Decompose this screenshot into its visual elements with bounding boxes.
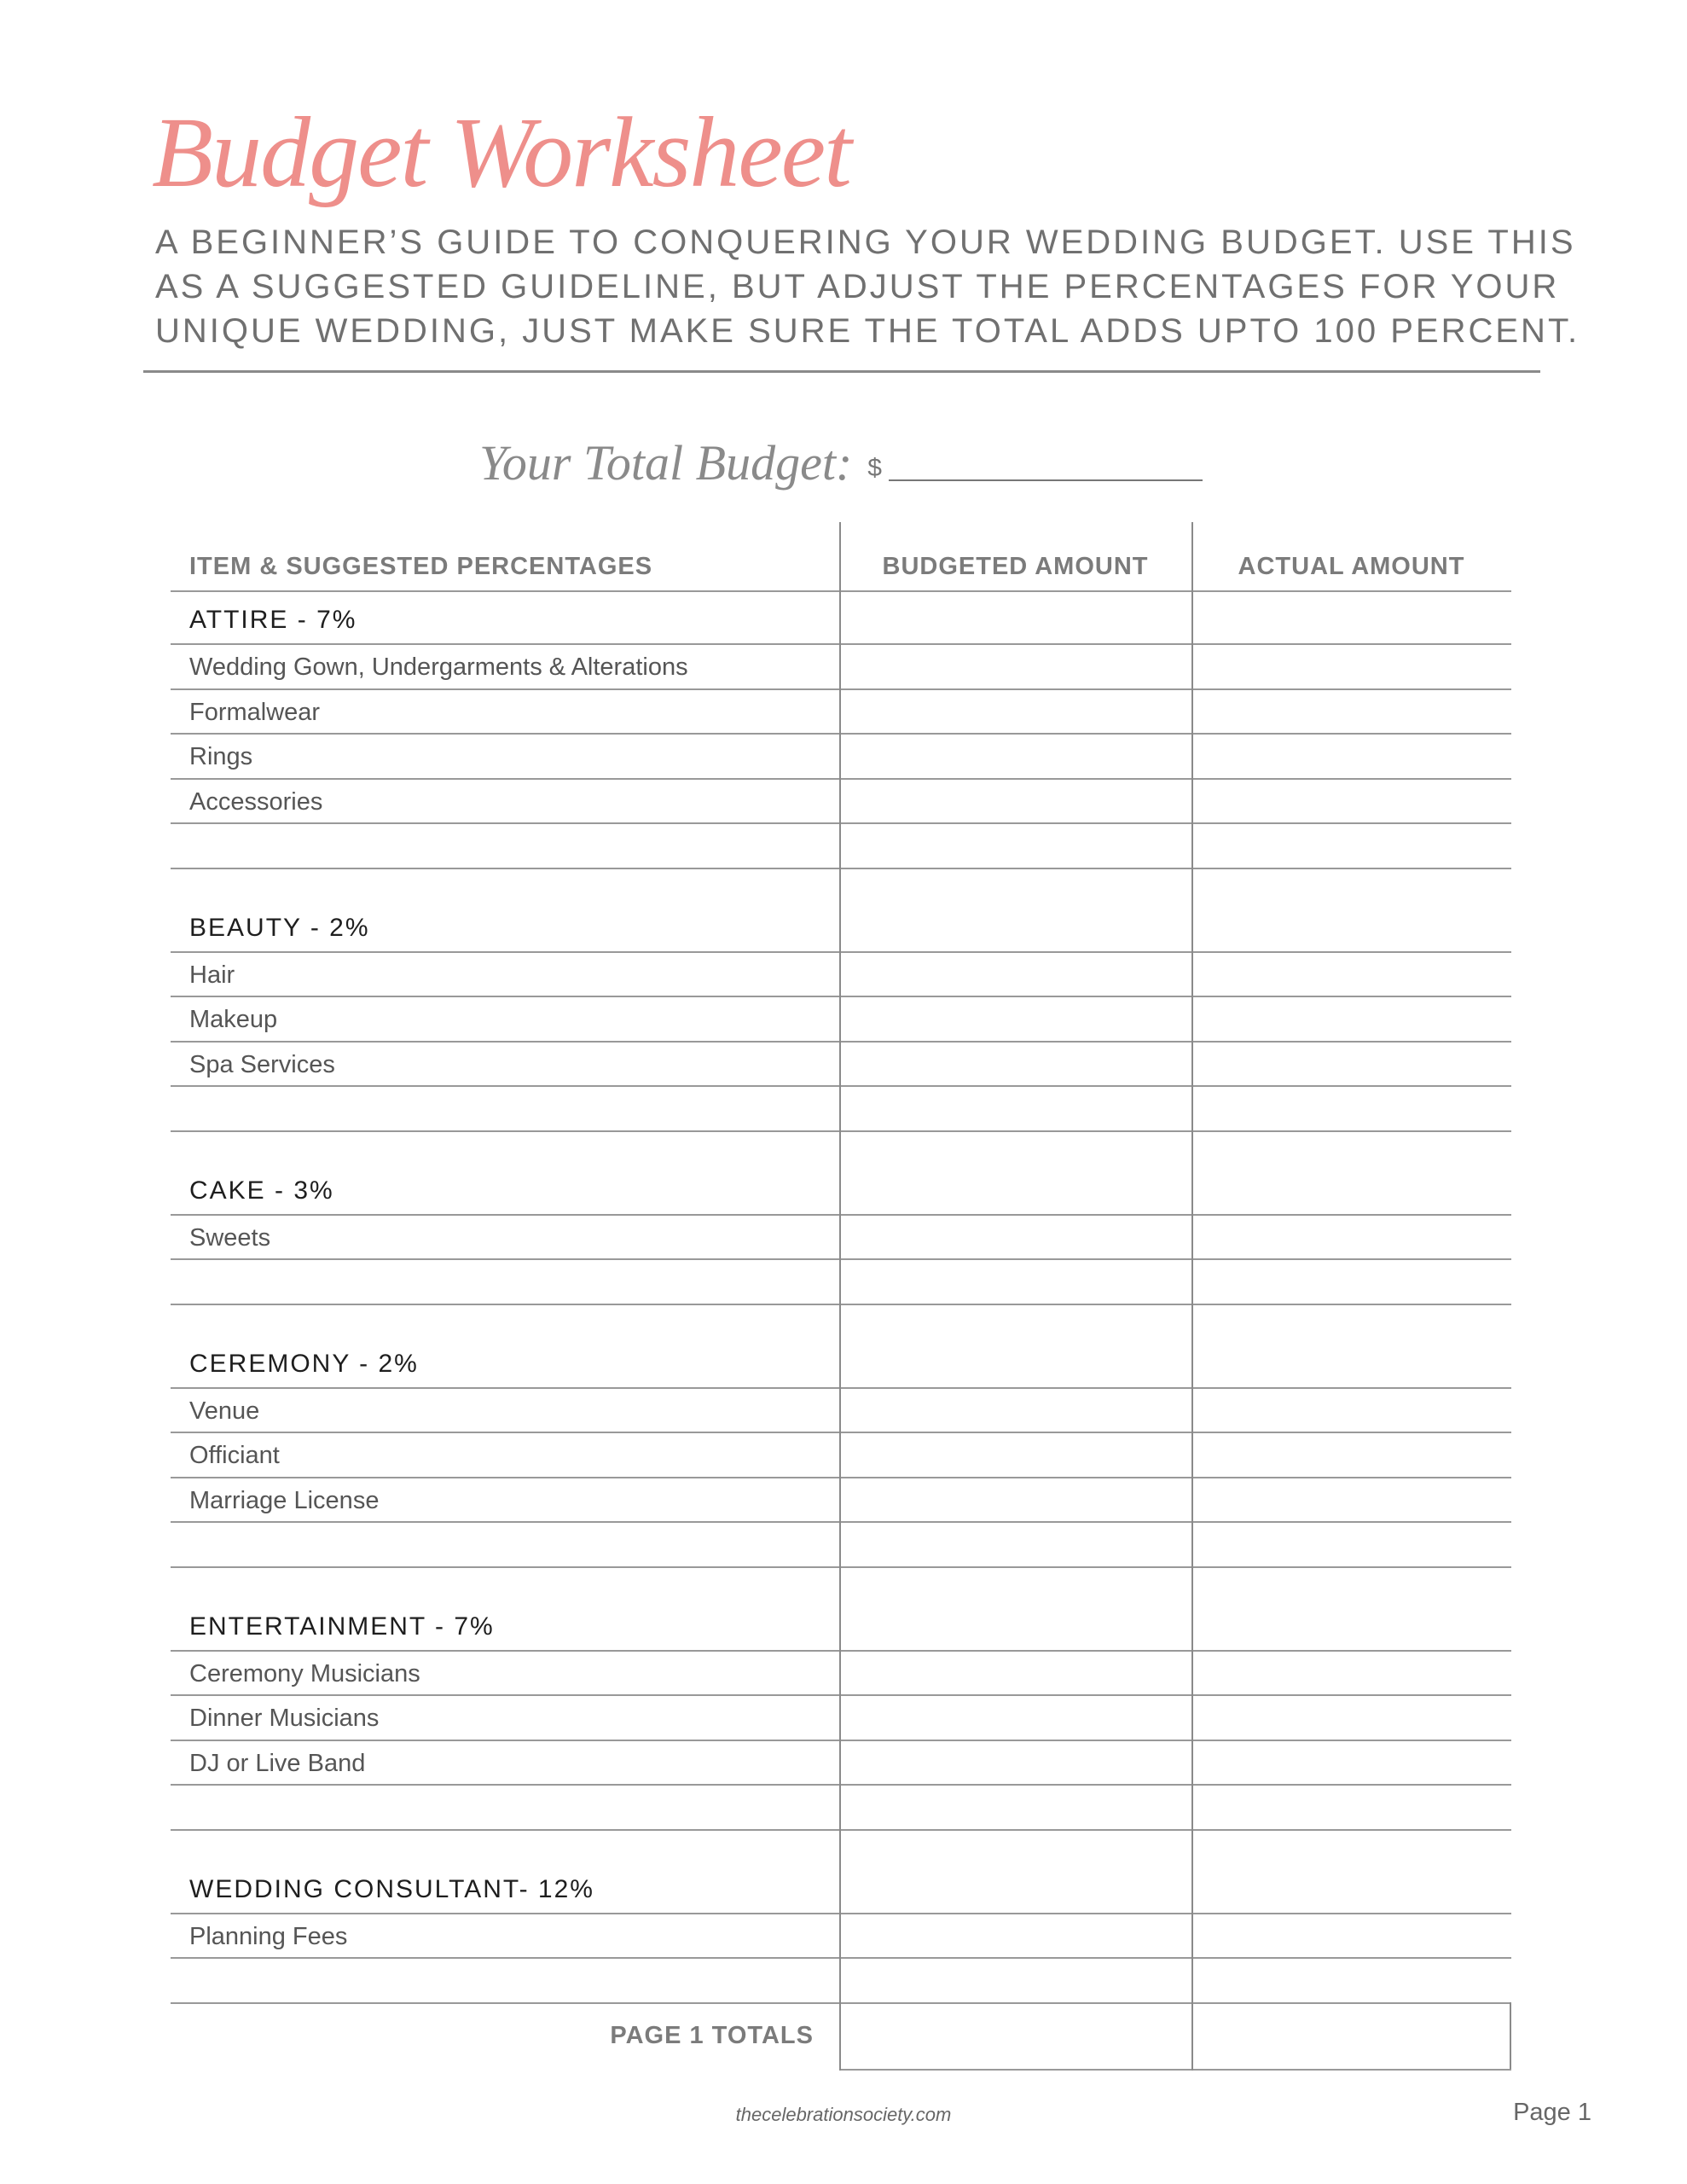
line-item-label: Sweets [189, 1223, 271, 1252]
budgeted-amount-cell[interactable] [843, 690, 1188, 732]
budgeted-amount-cell[interactable] [843, 1696, 1188, 1738]
actual-amount-cell[interactable] [1195, 997, 1508, 1039]
budgeted-amount-cell[interactable] [843, 1959, 1188, 2001]
line-item-label: Venue [189, 1397, 260, 1425]
currency-symbol: $ [867, 454, 882, 482]
budgeted-amount-cell[interactable] [843, 1087, 1188, 1129]
column-divider [839, 522, 841, 2071]
total-budget-input[interactable] [889, 479, 1203, 481]
budgeted-amount-cell[interactable] [843, 2004, 1188, 2067]
page-title: Budget Worksheet [152, 96, 850, 208]
actual-amount-cell[interactable] [1195, 824, 1508, 866]
column-header-item: ITEM & SUGGESTED PERCENTAGES [189, 553, 653, 580]
budget-table [171, 522, 1511, 2080]
column-divider [1191, 522, 1193, 2071]
row-divider [839, 2069, 1511, 2071]
actual-amount-cell[interactable] [1195, 1741, 1508, 1783]
actual-amount-cell[interactable] [1195, 1260, 1508, 1302]
page-number: Page 1 [1513, 2099, 1591, 2126]
category-heading: CEREMONY - 2% [189, 1349, 419, 1378]
actual-amount-cell[interactable] [1195, 953, 1508, 995]
actual-amount-cell[interactable] [1195, 780, 1508, 822]
column-header-actual: ACTUAL AMOUNT [1238, 553, 1465, 580]
subtitle-line: A BEGINNER’S GUIDE TO CONQUERING YOUR WEDDING BUDGET. USE THIS [155, 224, 1576, 261]
actual-amount-cell[interactable] [1195, 1433, 1508, 1475]
total-budget-field [479, 420, 1203, 491]
totals-right-border [1510, 2002, 1511, 2069]
actual-amount-cell[interactable] [1195, 1959, 1508, 2001]
budgeted-amount-cell[interactable] [843, 1433, 1188, 1475]
row-divider [171, 1566, 1511, 1568]
budgeted-amount-cell[interactable] [843, 824, 1188, 866]
line-item-label: DJ or Live Band [189, 1749, 366, 1777]
category-heading: WEDDING CONSULTANT- 12% [189, 1874, 594, 1903]
category-heading: BEAUTY - 2% [189, 913, 370, 942]
budgeted-amount-cell[interactable] [843, 1260, 1188, 1302]
line-item-label: Dinner Musicians [189, 1705, 380, 1732]
budgeted-amount-cell[interactable] [843, 780, 1188, 822]
actual-amount-cell[interactable] [1195, 1914, 1508, 1956]
column-header-budgeted: BUDGETED AMOUNT [882, 553, 1149, 580]
actual-amount-cell[interactable] [1195, 645, 1508, 687]
line-item-label: Ceremony Musicians [189, 1659, 420, 1687]
line-item-label: Spa Services [189, 1050, 335, 1078]
budgeted-amount-cell[interactable] [843, 1786, 1188, 1827]
category-heading: ATTIRE - 7% [189, 606, 357, 634]
actual-amount-cell[interactable] [1195, 1087, 1508, 1129]
row-divider [171, 1829, 1511, 1831]
actual-amount-cell[interactable] [1195, 1043, 1508, 1084]
header-divider [143, 370, 1540, 373]
subtitle-line: UNIQUE WEDDING, JUST MAKE SURE THE TOTAL ADDS UPTO 100 PERCENT. [155, 312, 1580, 350]
budgeted-amount-cell[interactable] [843, 735, 1188, 776]
line-item-label: Formalwear [189, 698, 321, 726]
page-subtitle [155, 220, 1580, 353]
budgeted-amount-cell[interactable] [843, 1043, 1188, 1084]
actual-amount-cell[interactable] [1195, 1652, 1508, 1693]
actual-amount-cell[interactable] [1195, 2004, 1508, 2067]
budgeted-amount-cell[interactable] [843, 997, 1188, 1039]
actual-amount-cell[interactable] [1195, 690, 1508, 732]
line-item-label: Rings [189, 743, 253, 770]
page-totals-label: PAGE 1 TOTALS [610, 2021, 814, 2049]
actual-amount-cell[interactable] [1195, 1786, 1508, 1827]
row-divider [171, 1304, 1511, 1305]
category-heading: CAKE - 3% [189, 1176, 334, 1205]
budgeted-amount-cell[interactable] [843, 1216, 1188, 1258]
actual-amount-cell[interactable] [1195, 1478, 1508, 1520]
line-item-label: Marriage License [189, 1486, 380, 1514]
budgeted-amount-cell[interactable] [843, 645, 1188, 687]
line-item-label: Accessories [189, 787, 323, 816]
line-item-label: Hair [189, 961, 235, 989]
actual-amount-cell[interactable] [1195, 1389, 1508, 1431]
row-divider [171, 868, 1511, 869]
line-item-label: Officiant [189, 1442, 280, 1469]
category-heading: ENTERTAINMENT - 7% [189, 1612, 495, 1641]
budgeted-amount-cell[interactable] [843, 1523, 1188, 1565]
actual-amount-cell[interactable] [1195, 1216, 1508, 1258]
budgeted-amount-cell[interactable] [843, 1741, 1188, 1783]
actual-amount-cell[interactable] [1195, 735, 1508, 776]
budgeted-amount-cell[interactable] [843, 1389, 1188, 1431]
actual-amount-cell[interactable] [1195, 1523, 1508, 1565]
budgeted-amount-cell[interactable] [843, 1652, 1188, 1693]
subtitle-line: AS A SUGGESTED GUIDELINE, BUT ADJUST THE PERCENTAGES FOR YOUR [155, 268, 1560, 305]
line-item-label: Planning Fees [189, 1922, 348, 1950]
line-item-label: Makeup [189, 1006, 278, 1033]
budgeted-amount-cell[interactable] [843, 1914, 1188, 1956]
budgeted-amount-cell[interactable] [843, 953, 1188, 995]
row-divider [171, 590, 1511, 592]
footer-website: thecelebrationsociety.com [735, 2104, 952, 2125]
line-item-label: Wedding Gown, Undergarments & Alterations [189, 653, 688, 681]
actual-amount-cell[interactable] [1195, 1696, 1508, 1738]
total-budget-label: Your Total Budget: [479, 435, 853, 491]
row-divider [171, 1130, 1511, 1132]
budgeted-amount-cell[interactable] [843, 1478, 1188, 1520]
